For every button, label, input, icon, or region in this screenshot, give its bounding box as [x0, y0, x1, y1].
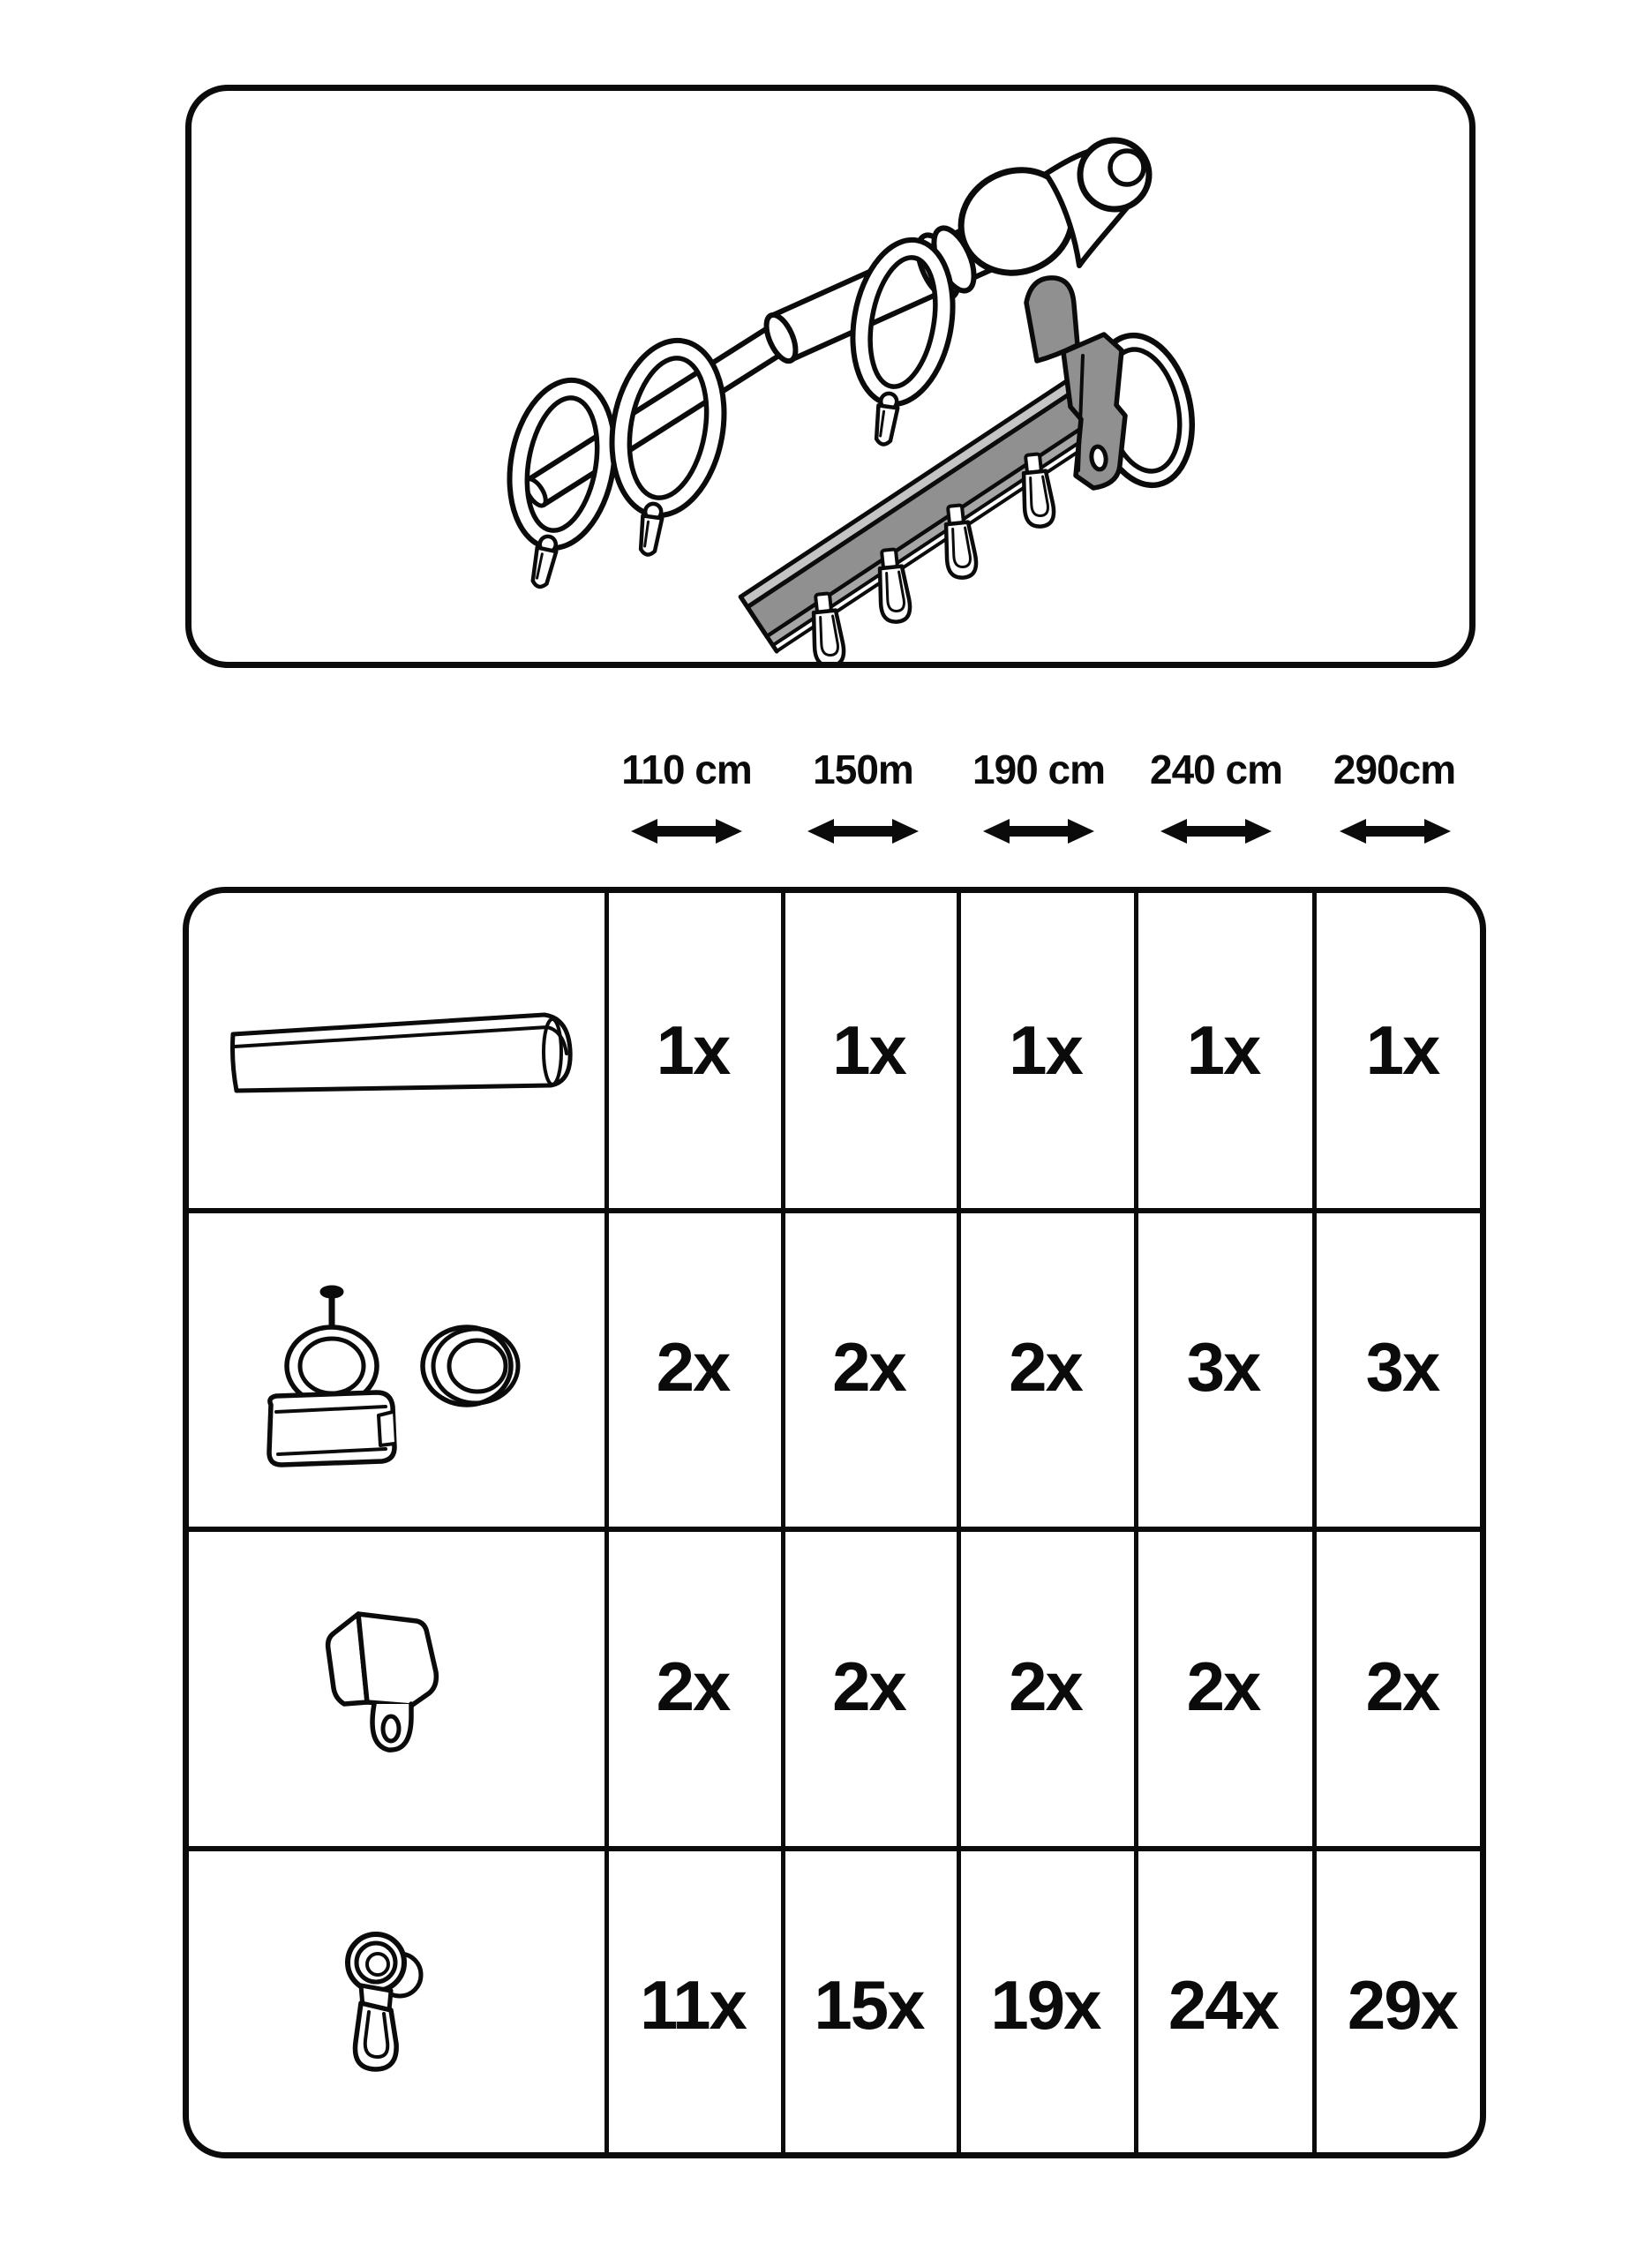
quantity-value: 19x: [990, 1966, 1100, 2044]
curtain-rod-and-track-assembly-icon: [191, 91, 1469, 662]
quantity-value: 2x: [1009, 1647, 1082, 1725]
quantity-cell: [1134, 1208, 1312, 1527]
double-arrow-icon: [981, 814, 1096, 849]
quantity-cell: [781, 1208, 957, 1527]
roller-glider-hook-icon: [334, 1927, 440, 2099]
quantity-value: 24x: [1168, 1966, 1279, 2044]
quantity-value: 2x: [1365, 1647, 1439, 1725]
size-label: 240 cm: [1149, 747, 1282, 792]
double-arrow-icon: [806, 814, 920, 849]
quantity-value: 1x: [1009, 1011, 1082, 1089]
double-arrow-icon: [1338, 814, 1453, 849]
size-column-header: [598, 746, 775, 793]
ceiling-bracket-with-rings-icon: [255, 1280, 537, 1478]
quantity-value: 2x: [1186, 1647, 1260, 1725]
quantity-cell: [1134, 1527, 1312, 1846]
quantity-cell: [1312, 1846, 1486, 2158]
size-label: 190 cm: [972, 747, 1105, 792]
quantity-value: 29x: [1347, 1966, 1458, 2044]
quantity-value: 1x: [1186, 1011, 1260, 1089]
quantity-cell: [781, 893, 957, 1208]
size-column-header: [1128, 746, 1304, 793]
quantity-value: 2x: [1009, 1328, 1082, 1406]
quantity-value: 3x: [1365, 1328, 1439, 1406]
quantity-cell: [781, 1846, 957, 2158]
parts-quantity-table: [183, 887, 1486, 2158]
quantity-value: 2x: [832, 1647, 905, 1725]
double-arrow-icon: [1159, 814, 1273, 849]
quantity-value: 2x: [656, 1328, 730, 1406]
quantity-cell: [1312, 1527, 1486, 1846]
quantity-cell: [604, 1208, 781, 1527]
quantity-value: 2x: [832, 1328, 905, 1406]
size-column-header: [950, 746, 1127, 793]
quantity-value: 1x: [832, 1011, 905, 1089]
quantity-value: 11x: [640, 1966, 746, 2044]
quantity-cell: [604, 893, 781, 1208]
quantity-cell: [604, 1846, 781, 2158]
quantity-cell: [1134, 1846, 1312, 2158]
quantity-value: 15x: [814, 1966, 924, 2044]
quantity-cell: [1134, 893, 1312, 1208]
illustration-panel: [185, 85, 1476, 668]
quantity-value: 3x: [1186, 1328, 1260, 1406]
curtain-rail-bar-icon: [222, 1009, 584, 1098]
size-label: 110 cm: [621, 747, 752, 792]
quantity-value: 2x: [656, 1647, 730, 1725]
quantity-cell: [957, 1846, 1134, 2158]
size-label: 290cm: [1333, 747, 1456, 792]
double-arrow-icon: [629, 814, 744, 849]
quantity-cell: [957, 1208, 1134, 1527]
quantity-value: 1x: [1365, 1011, 1439, 1089]
quantity-cell: [1312, 1208, 1486, 1527]
quantity-cell: [781, 1527, 957, 1846]
quantity-cell: [604, 1527, 781, 1846]
quantity-cell: [1312, 893, 1486, 1208]
quantity-cell: [957, 893, 1134, 1208]
size-label: 150m: [813, 747, 913, 792]
size-column-header: [775, 746, 951, 793]
end-bracket-icon: [312, 1603, 462, 1780]
size-column-header: [1306, 746, 1483, 793]
quantity-cell: [957, 1527, 1134, 1846]
quantity-value: 1x: [656, 1011, 730, 1089]
